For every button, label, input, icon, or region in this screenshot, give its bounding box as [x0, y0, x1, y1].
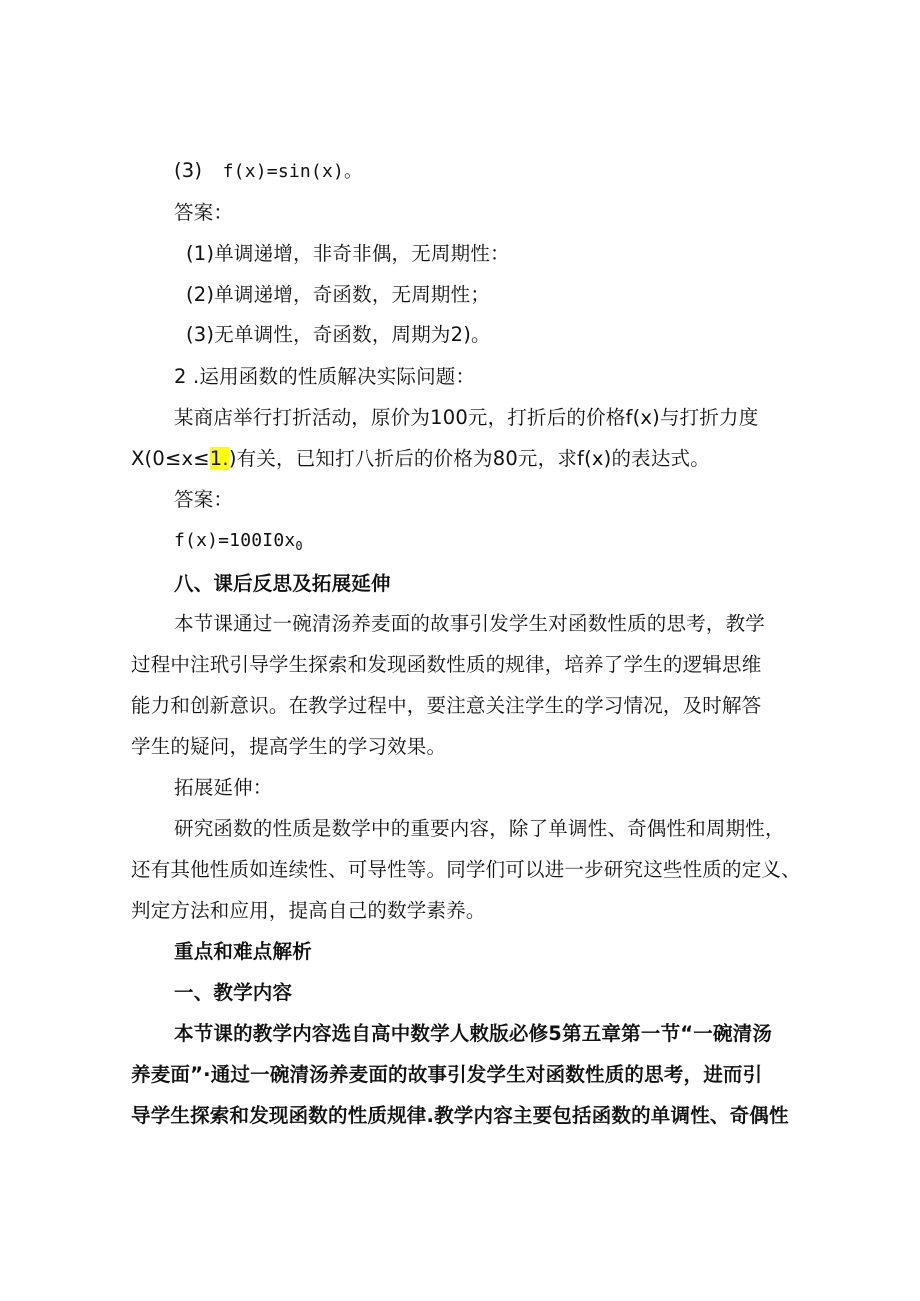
reflection-para-line: 学生的疑问，提高学生的学习效果。 — [131, 735, 447, 758]
question-3 — [174, 158, 362, 185]
teaching-content-line: 导学生探索和发现函数的性质规律.教学内容主要包括函数的单调性、奇偶性 — [131, 1104, 789, 1127]
answer-2-formula-subscript: 0 — [295, 539, 303, 553]
key-points-heading: 重点和难点解析 — [174, 940, 312, 963]
answer-2-formula-main: f(x)=100I0x — [174, 530, 296, 551]
answer-item-1: (1)单调递增，非奇非偶，无周期性： — [186, 242, 510, 265]
reflection-para-line: 过程中注玳引导学生探索和发现函数性质的规律，培养了学生的逻辑思维 — [131, 653, 762, 676]
teaching-content-line: 本节课的教学内容选自高中数学人敕版必修5第五章第一节“一碗清汤 — [174, 1022, 773, 1045]
answer-label: 答案： — [174, 201, 234, 224]
reflection-para-line: 本节课通过一碗清汤养麦面的故事引发学生对函数性质的思考，教学 — [174, 612, 766, 635]
extension-para-line: 判定方法和应用，提高自己的数学素养。 — [131, 899, 486, 922]
extension-para-line: 还有其他性质如连续性、可导性等。同学们可以进一步研究这些性质的定义、 — [131, 858, 801, 881]
question-number: (3) — [174, 159, 203, 182]
reflection-para-line: 能力和创新意识。在教学过程中，要注意关注学生的学习情况，及时解答 — [131, 694, 762, 717]
teaching-content-line: 养麦面”·通过一碗清汤养麦面的故事引发学生对函数性质的思考，进而引 — [131, 1063, 763, 1086]
question-formula: f(x)=sin(x)。 — [222, 161, 363, 182]
problem-2-line-2 — [131, 446, 710, 472]
highlighted-text: 1. — [209, 447, 229, 470]
problem-2-line-2-end: )有关，已知打八折后的价格为80元，求f(x)的表达式。 — [228, 447, 710, 470]
section-8-heading: 八、课后反思及拓展延伸 — [174, 572, 391, 595]
answer-label-2: 答案： — [174, 488, 234, 511]
teaching-content-heading: 一、教学内容 — [174, 981, 293, 1004]
problem-2-line-1: 某商店举行打折活动，原价为100元，打折后的价格f(x)与打折力度 — [174, 406, 759, 429]
extension-label: 拓展延伸： — [174, 776, 273, 799]
answer-2-formula — [174, 528, 303, 559]
problem-2-line-2-start: X(0≤x≤ — [131, 447, 210, 470]
extension-para-line: 研究函数的性质是数学中的重要内容，除了单调性、奇偶性和周期性， — [174, 817, 785, 840]
answer-item-2: (2)单调递增，奇函数，无周期性； — [186, 283, 491, 306]
answer-item-3: (3)无单调性，奇函数，周期为2)。 — [186, 323, 491, 346]
problem-2-title: 2 .运用函数的性质解决实际问题： — [174, 365, 476, 388]
